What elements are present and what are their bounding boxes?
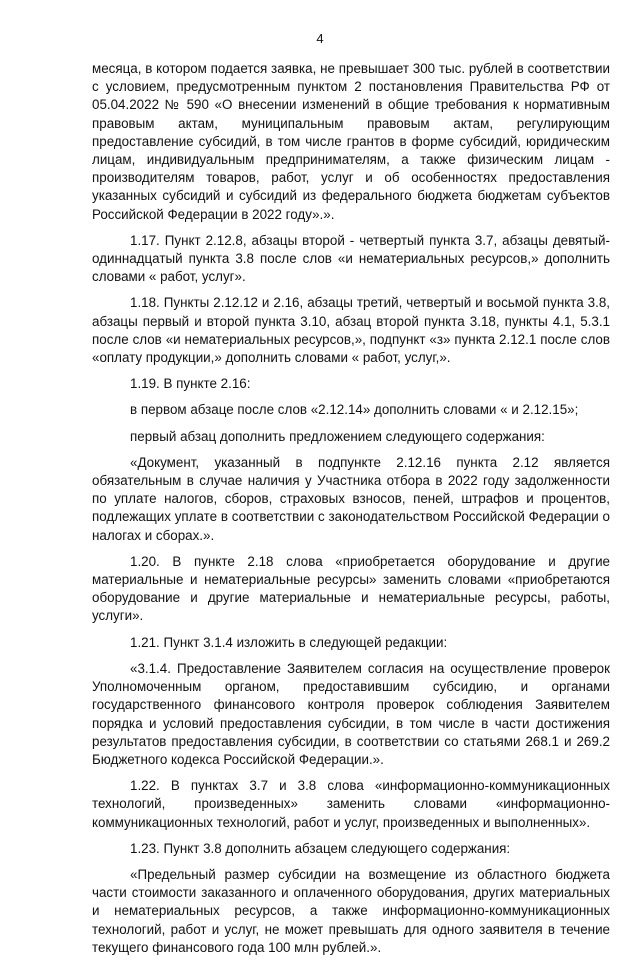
paragraph-1-21-quote: «3.1.4. Предоставление Заявителем согласия на осуществление проверок Уполномоченным органом, предоставившим субсидию, и органами государственного финансового контроля проверок соблюдения Заявителем порядка и условий предоставления субсидии, в том числе в части достижения результатов предоставления субсидии, в соответствии со статьями 268.1 и 269.2 Бюджетного кодекса Российской Федерации.». bbox=[92, 660, 610, 767]
paragraph-1-19-addition: первый абзац дополнить предложением следующего содержания: bbox=[130, 428, 545, 444]
paragraph-1-17: 1.17. Пункт 2.12.8, абзацы второй - четвертый пункта 3.7, абзацы девятый-одиннадцатый пункта 3.8 после слов «и нематериальных ресурсов,» дополнить словами « работ, услуг». bbox=[92, 232, 610, 285]
paragraph-1-22: 1.22. В пунктах 3.7 и 3.8 слова «информационно-коммуникационных технологий, произведенных» заменить словами «информационно-коммуникационных технологий, работ и услуг, произведенных и выполненных». bbox=[92, 778, 610, 830]
paragraph-1-19-first-abzac: в первом абзаце после слов «2.12.14» дополнить словами « и 2.12.15»; bbox=[130, 402, 579, 418]
paragraph-1-23: 1.23. Пункт 3.8 дополнить абзацем следующего содержания: bbox=[130, 840, 511, 856]
page-number: 4 bbox=[316, 31, 324, 46]
document-body bbox=[92, 60, 610, 965]
paragraph-1-19: 1.19. В пункте 2.16: bbox=[130, 376, 251, 392]
paragraph-1-19-quote: «Документ, указанный в подпункте 2.12.16 пункта 2.12 является обязательным в случае наличия у Участника отбора в 2022 году задолженности по уплате налогов, сборов, страховых взносов, пеней, штрафов и процентов, подлежащих уплате в соответствии с законодательством Российской Федерации о налогах и сборах.». bbox=[92, 454, 610, 543]
paragraph-1-21: 1.21. Пункт 3.1.4 изложить в следующей редакции: bbox=[130, 634, 448, 650]
paragraph-1-20: 1.20. В пункте 2.18 слова «приобретается оборудование и другие материальные и нематериальные ресурсы» заменить словами «приобретаются оборудование и другие материальные и нематериальные ресурсы, работы, услуги». bbox=[92, 553, 610, 624]
paragraph-1-23-quote: «Предельный размер субсидии на возмещение из областного бюджета части стоимости заказанного и оплаченного оборудования, других материальных и нематериальных ресурсов, а также информационно-коммуникационных технологий, работ и услуг, не может превышать для одного заявителя в течение текущего финансового года 100 млн рублей.». bbox=[92, 866, 610, 955]
paragraph-1-18: 1.18. Пункты 2.12.12 и 2.16, абзацы третий, четвертый и восьмой пункта 3.8, абзацы первый и второй пункта 3.10, абзац второй пункта 3.18, пункты 4.1, 5.3.1 после слов «и нематериальных ресурсов,», подпункт «з» пункта 2.12.1 после слов «оплату продукции,» дополнить словами « работ, услуг,». bbox=[92, 295, 610, 366]
paragraph-continuation: месяца, в котором подается заявка, не превышает 300 тыс. рублей в соответствии с условием, предусмотренным пунктом 2 постановления Правительства РФ от 05.04.2022 № 590 «О внесении изменений в общие требования к нормативным правовым актам, муниципальным правовым актам, регулирующим предоставление субсидий, в том числе грантов в форме субсидий, юридическим лицам, индивидуальным предпринимателям, а также физическим лицам - производителям товаров, работ, услуг и об особенностях предоставления указанных субсидий и субсидий из федерального бюджета бюджетам субъектов Российской Федерации в 2022 году».». bbox=[92, 61, 610, 222]
